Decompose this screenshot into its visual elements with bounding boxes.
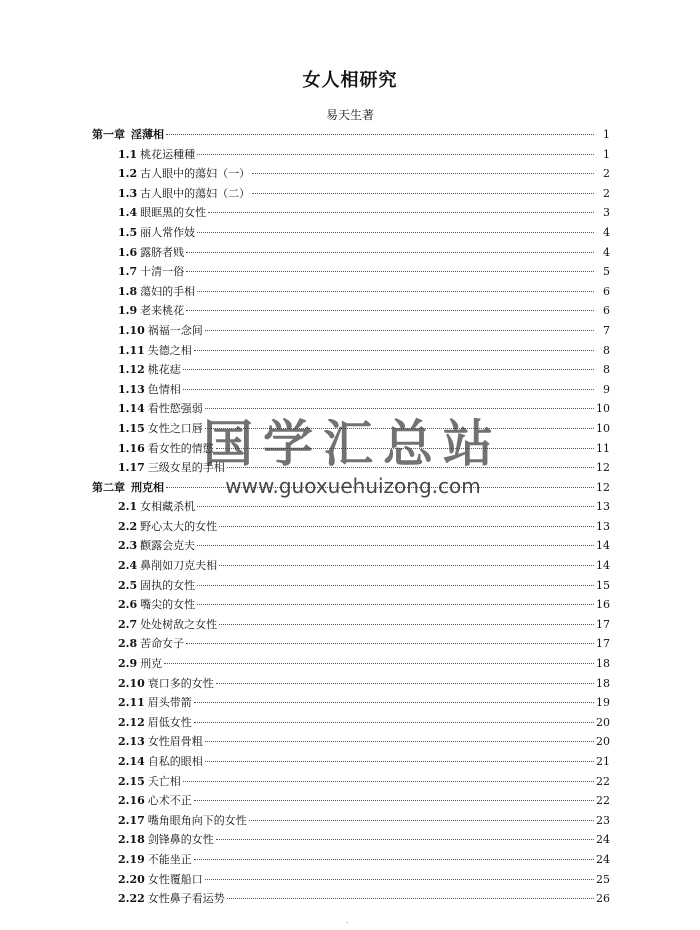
toc-entry-page: 4 [603, 225, 610, 239]
toc-entry-page: 2 [603, 186, 610, 200]
toc-entry-title: 失德之相 [147, 343, 192, 357]
toc-entry-number: 2.13 [118, 735, 145, 749]
toc-entry-title: 露脐者贱 [140, 245, 185, 259]
toc-dot-leader [183, 781, 594, 782]
toc-section-entry[interactable] [92, 517, 610, 537]
toc-entry-page: 23 [596, 813, 610, 827]
toc-section-entry[interactable] [92, 732, 610, 752]
toc-entry-title: 嘴尖的女性 [140, 598, 196, 612]
toc-entry-title: 刑克相 [131, 480, 164, 494]
toc-section-entry[interactable] [92, 399, 610, 419]
toc-entry-page: 20 [596, 735, 610, 749]
toc-entry-page: 22 [596, 774, 610, 788]
toc-entry-title: 蕩妇的手相 [140, 284, 196, 298]
toc-entry-title: 野心太大的女性 [140, 519, 218, 533]
toc-dot-leader [249, 820, 594, 821]
toc-dot-leader [205, 741, 594, 742]
toc-section-entry[interactable] [92, 439, 610, 459]
toc-entry-number: 2.6 [118, 598, 138, 612]
toc-entry-number: 1.2 [118, 167, 138, 181]
toc-section-entry[interactable] [92, 889, 610, 909]
toc-entry-page: 3 [603, 206, 610, 220]
toc-entry-page: 17 [596, 637, 610, 651]
toc-entry-page: 14 [596, 559, 610, 573]
toc-dot-leader [186, 252, 594, 253]
toc-entry-number: 1.7 [118, 265, 138, 279]
toc-entry-page: 24 [596, 833, 610, 847]
toc-entry-number: 2.22 [118, 892, 145, 906]
toc-dot-leader [194, 350, 594, 351]
toc-entry-number: 2.15 [118, 774, 145, 788]
toc-entry-number: 2.9 [118, 657, 138, 671]
toc-chapter-entry[interactable] [92, 478, 610, 498]
toc-entry-number: 1.16 [118, 441, 145, 455]
toc-entry-title: 剑锋鼻的女性 [147, 833, 214, 847]
toc-entry-title: 女性之口唇 [147, 421, 203, 435]
toc-entry-title: 三级女星的手相 [147, 461, 225, 475]
toc-entry-number: 1.9 [118, 304, 138, 318]
toc-entry-page: 9 [603, 382, 610, 396]
toc-section-entry[interactable] [92, 341, 610, 361]
toc-entry-number: 2.3 [118, 539, 138, 553]
toc-entry-title: 衰口多的女性 [147, 676, 214, 690]
toc-dot-leader [183, 389, 594, 390]
toc-section-entry[interactable] [92, 576, 610, 596]
toc-entry-number: 1.3 [118, 186, 138, 200]
toc-dot-leader [197, 604, 594, 605]
toc-entry-number: 2.19 [118, 852, 145, 866]
toc-entry-page: 16 [596, 598, 610, 612]
toc-section-entry[interactable] [92, 184, 610, 204]
toc-entry-title: 刑克 [140, 657, 163, 671]
toc-dot-leader [186, 310, 594, 311]
toc-dot-leader [197, 232, 594, 233]
toc-entry-title: 不能坐正 [147, 852, 192, 866]
toc-section-entry[interactable] [92, 321, 610, 341]
toc-dot-leader [216, 448, 594, 449]
toc-entry-number: 1.4 [118, 206, 138, 220]
toc-entry-title: 色情相 [147, 382, 181, 396]
toc-section-entry[interactable] [92, 223, 610, 243]
toc-dot-leader [252, 173, 594, 174]
toc-entry-page: 10 [596, 421, 610, 435]
toc-dot-leader [197, 585, 594, 586]
toc-entry-number: 1.15 [118, 421, 145, 435]
toc-section-entry[interactable] [92, 654, 610, 674]
toc-entry-title: 自私的眼相 [147, 755, 203, 768]
toc-entry-number: 2.7 [118, 617, 138, 631]
toc-dot-leader [194, 722, 594, 723]
toc-entry-title: 古人眼中的蕩妇（一） [140, 167, 251, 181]
toc-entry-number: 第二章 [92, 480, 125, 494]
table-of-contents [92, 125, 610, 909]
toc-entry-title: 桃花痣 [147, 363, 181, 377]
toc-entry-page: 12 [596, 461, 610, 475]
toc-entry-title: 女性鼻子看运势 [147, 892, 225, 906]
toc-section-entry[interactable] [92, 203, 610, 223]
toc-entry-number: 2.1 [118, 500, 138, 514]
toc-entry-number: 2.8 [118, 637, 138, 651]
toc-entry-page: 24 [596, 852, 610, 866]
toc-entry-number: 2.14 [118, 755, 145, 768]
watermark-url: www.guoxuehuizong.com [225, 474, 481, 498]
toc-entry-title: 鼻削如刀克夫相 [140, 559, 218, 573]
toc-dot-leader [197, 291, 594, 292]
toc-entry-title: 看性慾强弱 [147, 402, 203, 416]
toc-entry-number: 1.6 [118, 245, 138, 259]
toc-dot-leader [166, 487, 594, 488]
toc-entry-page: 8 [603, 363, 610, 377]
toc-section-entry[interactable] [92, 634, 610, 654]
toc-dot-leader [205, 330, 594, 331]
toc-entry-number: 1.11 [118, 343, 145, 357]
toc-entry-number: 1.8 [118, 284, 138, 298]
toc-entry-title: 颧露会克夫 [140, 539, 196, 553]
toc-dot-leader [194, 702, 594, 703]
toc-entry-page: 1 [603, 147, 610, 161]
author-line: 易天生著 [325, 108, 374, 122]
toc-entry-number: 2.4 [118, 559, 138, 573]
toc-entry-page: 14 [596, 539, 610, 553]
toc-dot-leader [205, 408, 594, 409]
toc-entry-title: 桃花运種種 [140, 147, 196, 161]
toc-entry-number: 1.13 [118, 382, 145, 396]
toc-dot-leader [219, 624, 594, 625]
toc-section-entry[interactable] [92, 556, 610, 576]
toc-section-entry[interactable] [92, 850, 610, 870]
toc-entry-number: 2.20 [118, 872, 145, 886]
toc-entry-page: 1 [603, 128, 610, 141]
toc-section-entry[interactable] [92, 419, 610, 439]
toc-entry-number: 2.18 [118, 833, 145, 847]
toc-entry-title: 眉低女性 [147, 715, 192, 729]
toc-entry-page: 26 [596, 892, 610, 906]
toc-entry-page: 8 [603, 343, 610, 357]
toc-entry-title: 淫薄相 [131, 128, 164, 141]
toc-entry-page: 10 [596, 402, 610, 416]
toc-section-entry[interactable] [92, 830, 610, 850]
toc-entry-page: 25 [596, 872, 610, 886]
toc-section-entry[interactable] [92, 811, 610, 831]
toc-entry-title: 固执的女性 [140, 578, 196, 592]
toc-chapter-entry[interactable] [92, 125, 610, 145]
toc-entry-number: 2.17 [118, 813, 145, 827]
toc-entry-number: 1.10 [118, 323, 145, 337]
toc-entry-number: 1.12 [118, 363, 145, 377]
toc-entry-title: 十清一俗 [140, 265, 185, 279]
toc-section-entry[interactable] [92, 536, 610, 556]
watermark-text: 国学汇总站 [203, 415, 503, 473]
toc-entry-number: 1.1 [118, 147, 138, 161]
toc-entry-number: 2.12 [118, 715, 145, 729]
toc-entry-title: 女性覆船口 [147, 872, 203, 886]
toc-dot-leader [194, 859, 594, 860]
toc-entry-title: 老来桃花 [140, 304, 185, 318]
toc-entry-page: 13 [596, 519, 610, 533]
toc-entry-title: 看女性的情慾 [147, 441, 214, 455]
footer-mark: . [346, 916, 349, 925]
toc-entry-title: 祸福一念间 [147, 323, 203, 337]
toc-entry-number: 2.16 [118, 794, 145, 808]
toc-entry-number: 1.14 [118, 402, 145, 416]
toc-section-entry[interactable] [92, 301, 610, 321]
toc-entry-page: 6 [603, 304, 610, 318]
toc-entry-page: 15 [596, 578, 610, 592]
toc-entry-title: 女性眉骨粗 [147, 735, 203, 749]
toc-dot-leader [252, 193, 594, 194]
toc-section-entry[interactable] [92, 674, 610, 694]
toc-entry-page: 18 [596, 676, 610, 690]
toc-dot-leader [186, 271, 594, 272]
toc-section-entry[interactable] [92, 772, 610, 792]
toc-entry-page: 5 [603, 265, 610, 279]
toc-dot-leader [166, 134, 594, 135]
toc-entry-title: 眉头带箭 [147, 696, 192, 710]
toc-entry-page: 18 [596, 657, 610, 671]
toc-entry-page: 6 [603, 284, 610, 298]
toc-entry-page: 11 [596, 441, 610, 455]
toc-entry-title: 心术不正 [147, 794, 192, 808]
toc-section-entry[interactable] [92, 713, 610, 733]
toc-entry-page: 19 [596, 696, 610, 710]
toc-dot-leader [219, 526, 594, 527]
toc-dot-leader [197, 506, 594, 507]
toc-section-entry[interactable] [92, 595, 610, 615]
toc-dot-leader [227, 467, 594, 468]
toc-section-entry[interactable] [92, 458, 610, 478]
toc-entry-page: 17 [596, 617, 610, 631]
toc-section-entry[interactable] [92, 360, 610, 380]
toc-entry-title: 夭亡相 [147, 774, 181, 788]
toc-entry-number: 2.2 [118, 519, 138, 533]
toc-entry-page: 4 [603, 245, 610, 259]
toc-entry-title: 丽人常作妓 [140, 225, 196, 239]
toc-entry-number: 2.5 [118, 578, 138, 592]
toc-dot-leader [208, 212, 594, 213]
toc-entry-number: 2.11 [118, 696, 145, 710]
toc-entry-number: 第一章 [92, 128, 125, 141]
toc-dot-leader [205, 761, 594, 762]
toc-entry-page: 7 [603, 323, 610, 337]
toc-dot-leader [197, 545, 594, 546]
toc-section-entry[interactable] [92, 145, 610, 165]
toc-entry-page: 20 [596, 715, 610, 729]
toc-section-entry[interactable] [92, 791, 610, 811]
toc-dot-leader [183, 369, 594, 370]
toc-entry-title: 嘴角眼角向下的女性 [147, 813, 247, 827]
toc-dot-leader [197, 154, 594, 155]
toc-entry-title: 女相藏杀机 [140, 500, 196, 514]
toc-dot-leader [205, 428, 594, 429]
toc-section-entry[interactable] [92, 615, 610, 635]
toc-section-entry[interactable] [92, 380, 610, 400]
toc-entry-title: 苦命女子 [140, 637, 185, 651]
toc-entry-page: 13 [596, 500, 610, 514]
toc-section-entry[interactable] [92, 262, 610, 282]
toc-dot-leader [186, 643, 594, 644]
toc-entry-number: 1.5 [118, 225, 138, 239]
toc-section-entry[interactable] [92, 282, 610, 302]
toc-entry-number: 1.17 [118, 461, 145, 475]
toc-section-entry[interactable] [92, 243, 610, 263]
toc-dot-leader [216, 683, 594, 684]
toc-entry-title: 处处树敌之女性 [140, 617, 218, 631]
toc-entry-title: 眼眶黑的女性 [140, 206, 207, 220]
toc-section-entry[interactable] [92, 164, 610, 184]
toc-dot-leader [219, 565, 594, 566]
toc-entry-title: 古人眼中的蕩妇（二） [140, 186, 251, 200]
toc-dot-leader [205, 879, 594, 880]
toc-dot-leader [227, 898, 594, 899]
toc-entry-page: 2 [603, 167, 610, 181]
page-title: 女人相研究 [302, 70, 398, 91]
toc-entry-page: 22 [596, 794, 610, 808]
toc-section-entry[interactable] [92, 693, 610, 713]
toc-dot-leader [164, 663, 594, 664]
toc-entry-page: 21 [596, 755, 610, 768]
toc-section-entry[interactable] [92, 497, 610, 517]
toc-dot-leader [194, 800, 594, 801]
toc-dot-leader [216, 839, 594, 840]
toc-section-entry[interactable] [92, 752, 610, 772]
toc-section-entry[interactable] [92, 870, 610, 890]
toc-entry-number: 2.10 [118, 676, 145, 690]
toc-entry-page: 12 [596, 480, 610, 494]
